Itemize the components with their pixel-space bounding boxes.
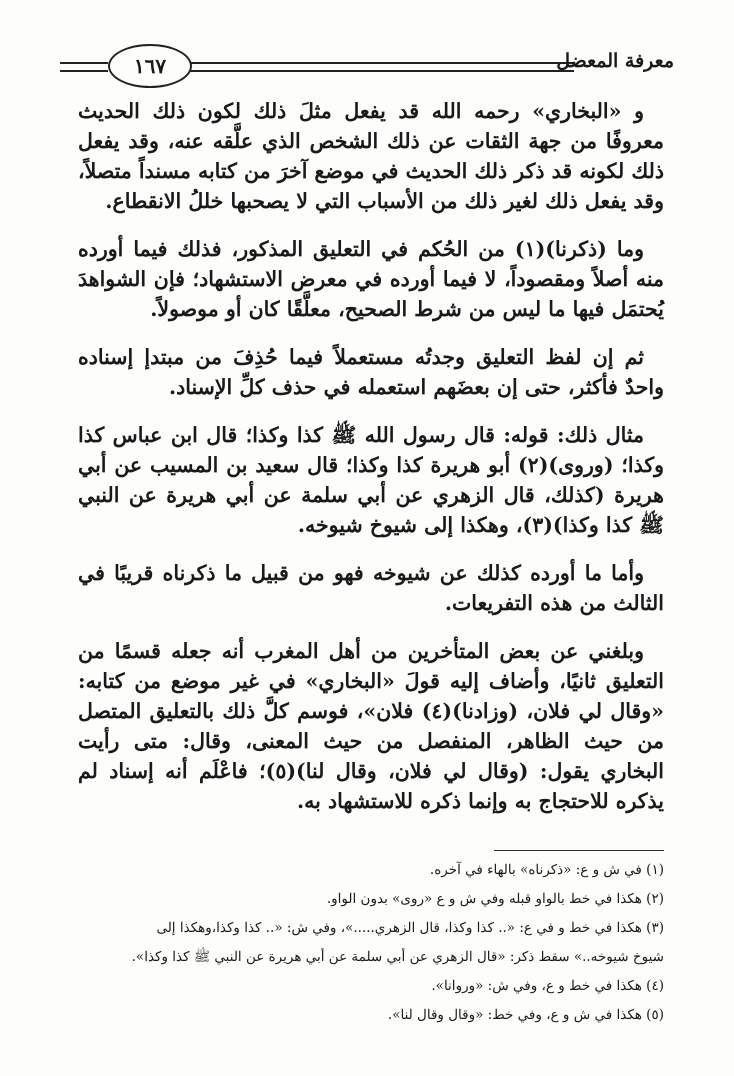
main-text [78,96,664,834]
page-number: ١٦٧ [108,44,192,88]
page-header [60,44,674,88]
paragraph: و «البخاري» رحمه الله قد يفعل مثلَ ذلك لكون ذلك الحديث معروفًا من جهة الثقات عن ذلك الشخص الذي علَّقه عنه، وقد يفعل ذلك لكونه قد ذكر ذلك الحديث في موضع آخرَ من كتابه مسنداً متصلاً، وقد يفعل ذلك لغير ذلك من الأسباب التي لا يصحبها خللُ الانقطاع. [78,99,664,213]
header-rule-left [190,62,489,72]
footnotes [70,856,664,1030]
footnote: (١) في ش و ع: «ذكرناه» بالهاء في آخره. [429,862,664,878]
chapter-title: معرفة المعضل [556,50,674,72]
footnote: (٥) هكذا في ش و ع، وفي خط: «وقال وقال لنا». [387,1007,664,1023]
paragraph: وبلغني عن بعض المتأخرين من أهل المغرب أنه جعله قسمًا من التعليق ثانيًا، وأضاف إليه قولَ «البخاري» في غير موضع من كتابه: «وقال لي فلان، (وزادنا)(٤) فلان»، فوسم كلَّ ذلك بالتعليق المتصل من حيث الظاهر، المنفصل من حيث المعنى، وقال: متى رأيت البخاري يقول: (وقال لي فلان، وقال لنا)(٥)؛ فاعْلَم أنه إسناد لم يذكره للاحتجاج به وإنما ذكره للاستشهاد به. [78,639,664,813]
footnote-divider [494,850,664,851]
paragraph: مثال ذلك: قوله: قال رسول الله ﷺ كذا وكذا؛ قال ابن عباس كذا وكذا؛ (وروى)(٢) أبو هريرة كذا وكذا؛ قال سعيد بن المسيب عن أبي هريرة (كذلك، قال الزهري عن أبي سلمة عن أبي هريرة عن النبي ﷺ كذا وكذا)(٣)، وهكذا إلى شيوخ شيوخه. [78,423,664,537]
footnote: (٣) هكذا في خط و في ع: «.. كذا وكذا، قال الزهري.....»، وفي ش: «.. كذا وكذا،وهكذا إلى [156,920,664,936]
paragraph: وأما ما أورده كذلك عن شيوخه فهو من قبيل ما ذكرناه قريبًا في الثالث من هذه التفريعات. [78,561,664,615]
paragraph: وما (ذكرنا)(١) من الحُكم في التعليق المذكور، فذلك فيما أورده منه أصلاً ومقصوداً، لا فيما أورده في معرض الاستشهاد؛ فإن الشواهدَ يُحتمَل فيها ما ليس من شرط الصحيح، معلَّقًا كان أو موصولاً. [78,237,664,321]
paragraph: ثم إن لفظ التعليق وجدتُه مستعملاً فيما حُذِفَ من مبتدإ إسناده واحدٌ فأكثر، حتى إن بعضَهم استعمله في حذف كلِّ الإسناد. [78,345,664,399]
footnote: (٢) هكذا في خط بالواو قبله وفي ش و ع «روى» بدون الواو. [326,891,664,907]
footnote: (٤) هكذا في خط و ع، وفي ش: «وروانا». [431,978,664,994]
header-rule-edge [60,62,108,72]
footnote: شيوخ شيوخه..» سقط ذكر: «قال الزهري عن أبي سلمة عن أبي هريرة عن النبي ﷺ كذا وكذا». [131,949,664,965]
